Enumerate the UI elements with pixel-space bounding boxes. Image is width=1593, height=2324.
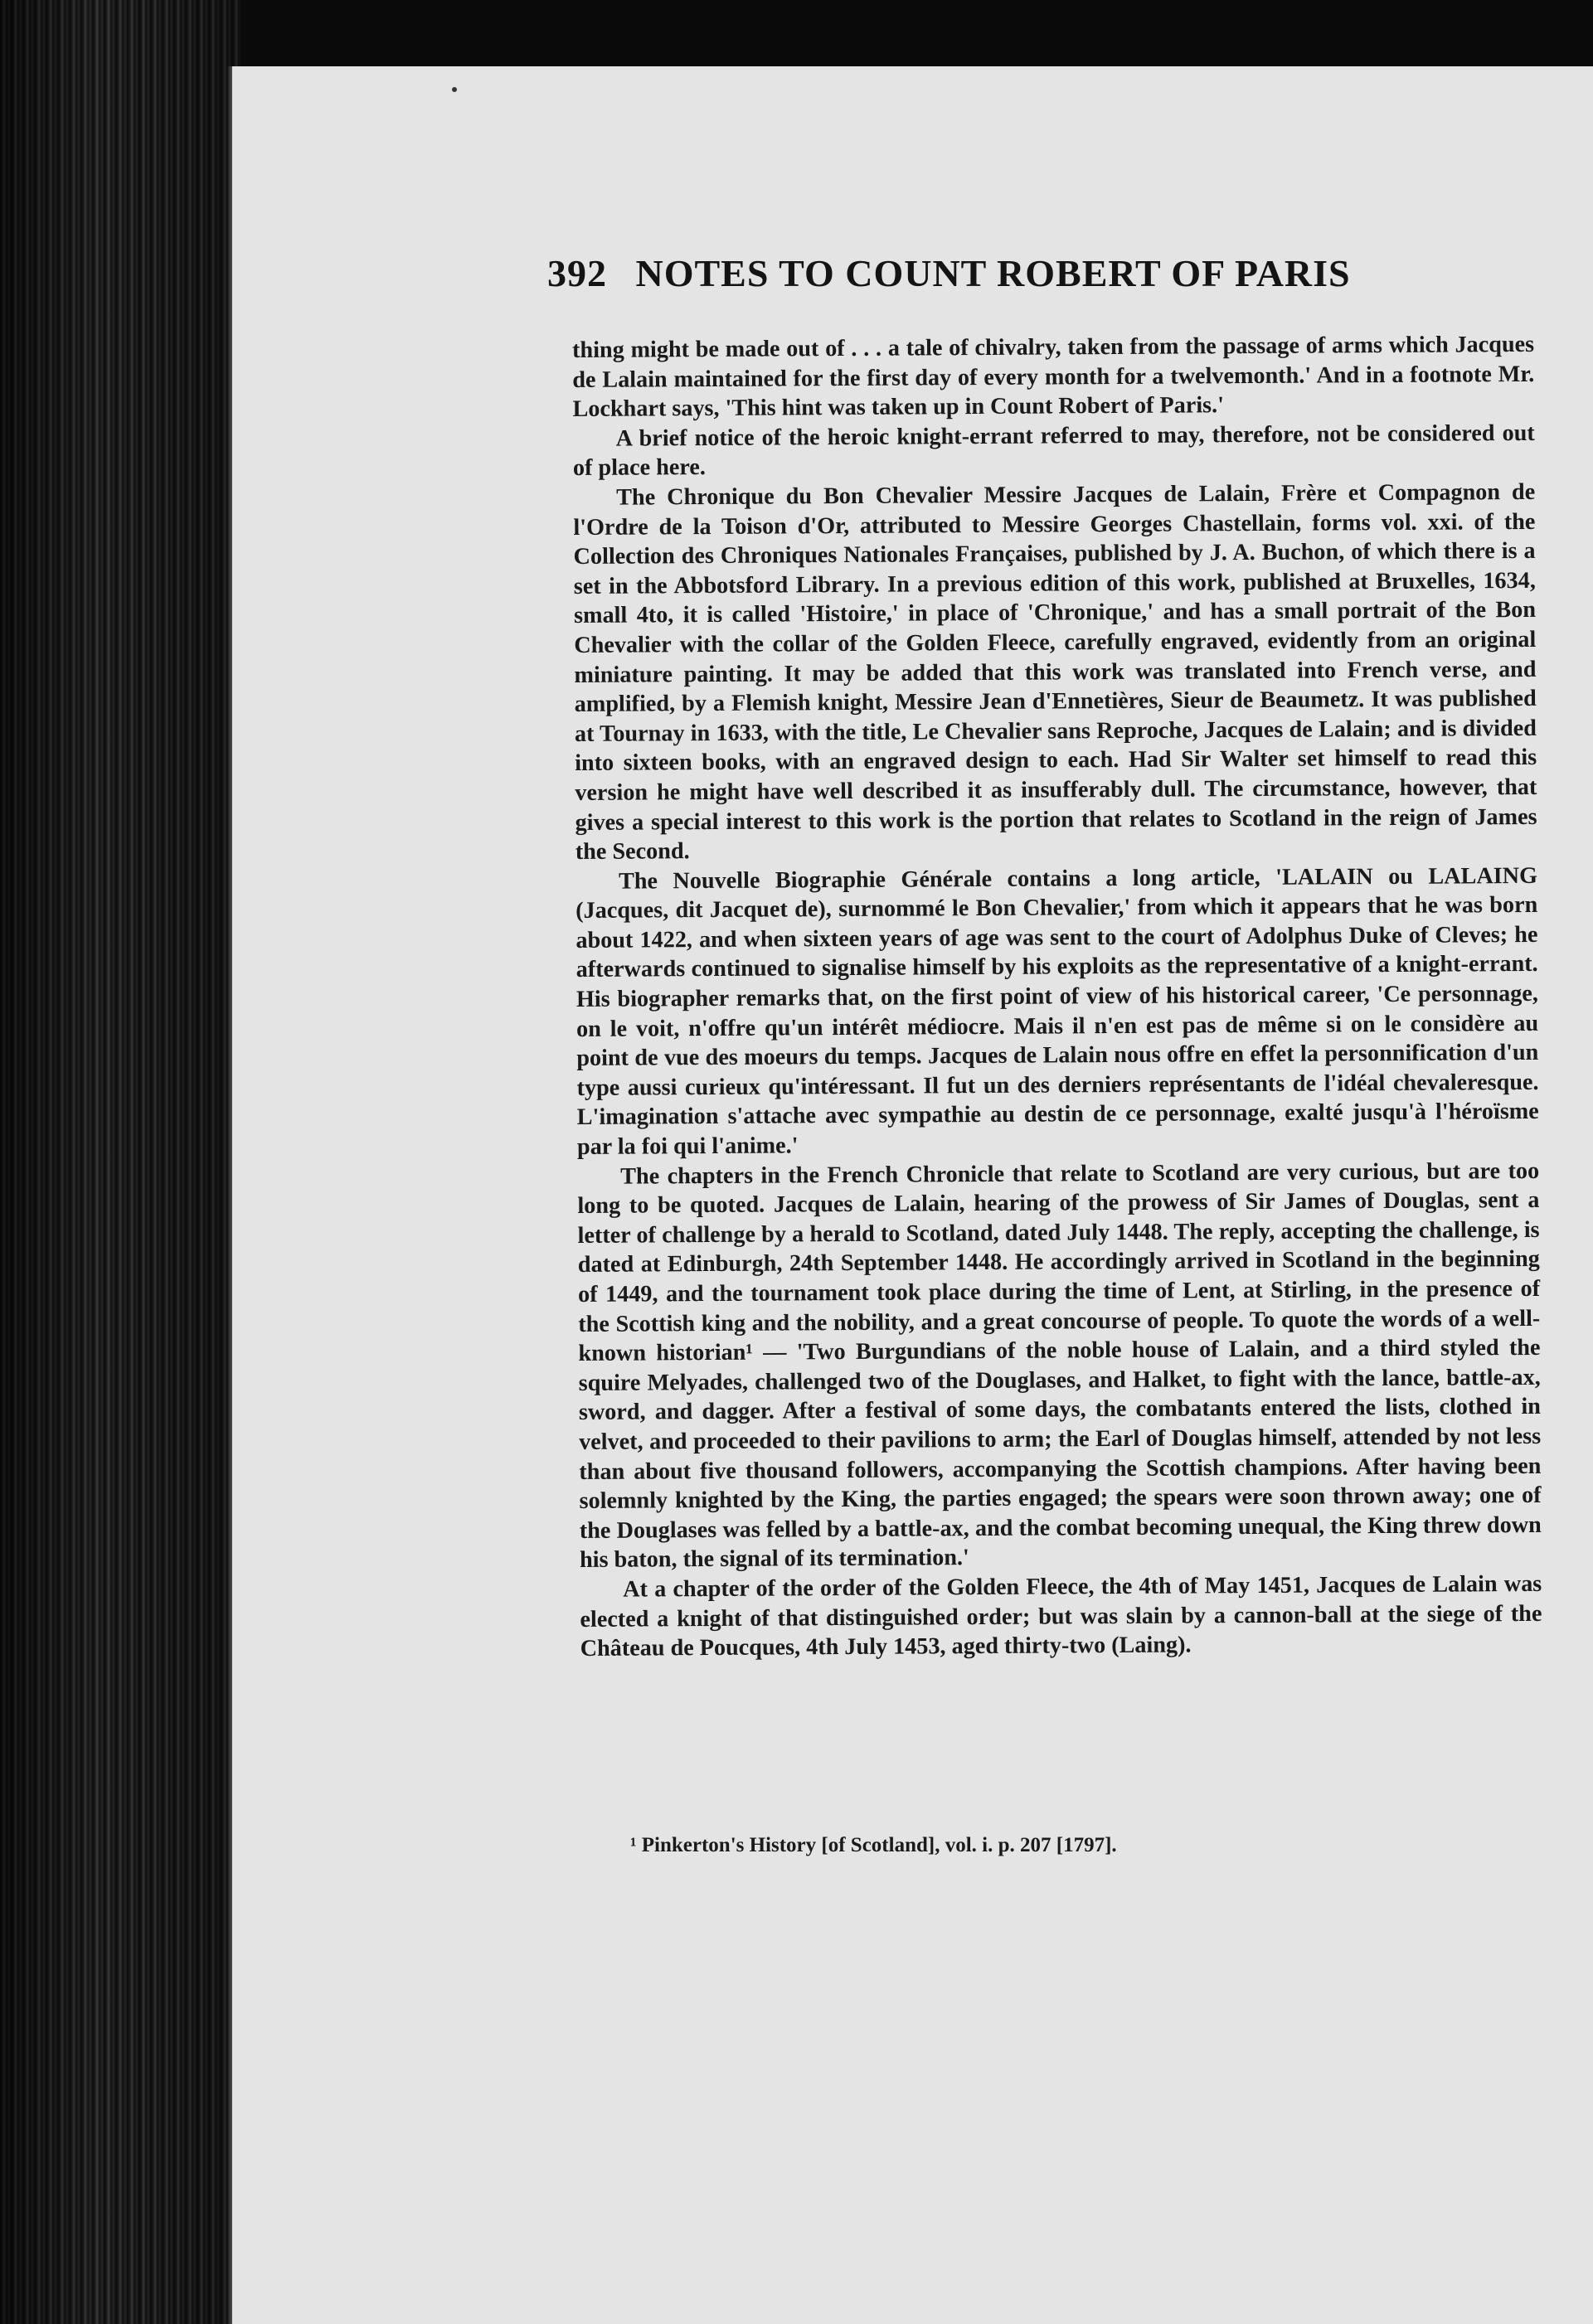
spine-shadow: [0, 0, 240, 2324]
paragraph: The Chronique du Bon Chevalier Messire Jacques de Lalain, Frère et Compagnon de l'Ordre de la Toison d'Or, attributed to Messire Georges Chastellain, forms vol. xxi. of the Collection des Chroniques Nationales Françaises, published by J. A. Buchon, of which there is a set in the Abbotsford Library. In a previous edition of this work, published at Bruxelles, 1634, small 4to, it is called 'Histoire,' in place of 'Chronique,' and has a small portrait of the Bon Chevalier with the collar of the Golden Fleece, carefully engraved, evidently from an original miniature painting. It may be added that this work was translated into French verse, and amplified, by a Flemish knight, Messire Jean d'Ennetières, Sieur de Beaumetz. It was published at Tournay in 1633, with the title, Le Chevalier sans Reproche, Jacques de Lalain; and is divided into sixteen books, with an engraved design to each. Had Sir Walter set himself to read this version he might have well described it as insufferably dull. The circumstance, however, that gives a special interest to this work is the portion that relates to Scotland in the reign of James the Second.: [573, 478, 1537, 866]
paragraph: The Nouvelle Biographie Générale contains a long article, 'LALAIN ou LALAING (Jacques, dit Jacquet de), surnommé le Bon Chevalier,' from which it appears that he was born about 1422, and when sixteen years of age was sent to the court of Adolphus Duke of Cleves; he afterwards continued to signalise himself by his exploits as the representative of a knight-errant. His biographer remarks that, on the first point of view of his historical career, 'Ce personnage, on le voit, n'offre qu'un intérêt médiocre. Mais il n'en est pas de même si on le considère au point de vue des moeurs du temps. Jacques de Lalain nous offre en effet la personnification d'un type aussi curieux qu'intéressant. Il fut un des derniers représentants de l'idéal chevaleresque. L'imagination s'attache avec sympathie au destin de ce personnage, exalté jusqu'à l'héroïsme par la foi qui l'anime.': [576, 862, 1539, 1161]
paragraph: At a chapter of the order of the Golden Fleece, the 4th of May 1451, Jacques de Lalain was elected a knight of that distinguished order; but was slain by a cannon-ball at the siege of the Château de Poucques, 4th July 1453, aged thirty-two (Laing).: [580, 1570, 1542, 1662]
page-number: 392: [547, 252, 607, 294]
paragraph: A brief notice of the heroic knight-errant referred to may, therefore, not be considered out of place here.: [572, 420, 1535, 482]
paragraph: The chapters in the French Chronicle that relate to Scotland are very curious, but are too long to be quoted. Jacques de Lalain, hearing of the prowess of Sir James of Douglas, sent a letter of challenge by a herald to Scotland, dated July 1448. The reply, accepting the challenge, is dated at Edinburgh, 24th September 1448. He accordingly arrived in Scotland in the beginning of 1449, and the tournament took place during the time of Lent, at Stirling, in the presence of the Scottish king and the nobility, and a great concourse of people. To quote the words of a well-known historian¹ — 'Two Burgundians of the noble house of Lalain, and a third styled the squire Melyades, challenged two of the Douglases, and Halket, to fight with the lance, battle-ax, sword, and dagger. After a festival of some days, the combatants entered the lists, clothed in velvet, and proceeded to their pavilions to arm; the Earl of Douglas himself, attended by not less than about five thousand followers, accompanying the Scottish champions. After having been solemnly knighted by the King, the parties engaged; the spears were soon thrown away; one of the Douglases was felled by a battle-ax, and the combat becoming unequal, the King threw down his baton, the signal of its termination.': [577, 1157, 1542, 1574]
running-title: NOTES TO COUNT ROBERT OF PARIS: [635, 252, 1351, 294]
paragraph: thing might be made out of . . . a tale of chivalry, taken from the passage of arms which Jacques de Lalain maintained for the first day of every month for a twelvemonth.' And in a footnote Mr. Lockhart says, 'This hint was taken up in Count Robert of Paris.': [572, 331, 1535, 423]
body-text: [572, 330, 1542, 1664]
footnote: ¹ Pinkerton's History [of Scotland], vol. i. p. 207 [1797].: [630, 1834, 1117, 1856]
running-header: [547, 251, 1476, 301]
speck-mark: [452, 87, 457, 92]
